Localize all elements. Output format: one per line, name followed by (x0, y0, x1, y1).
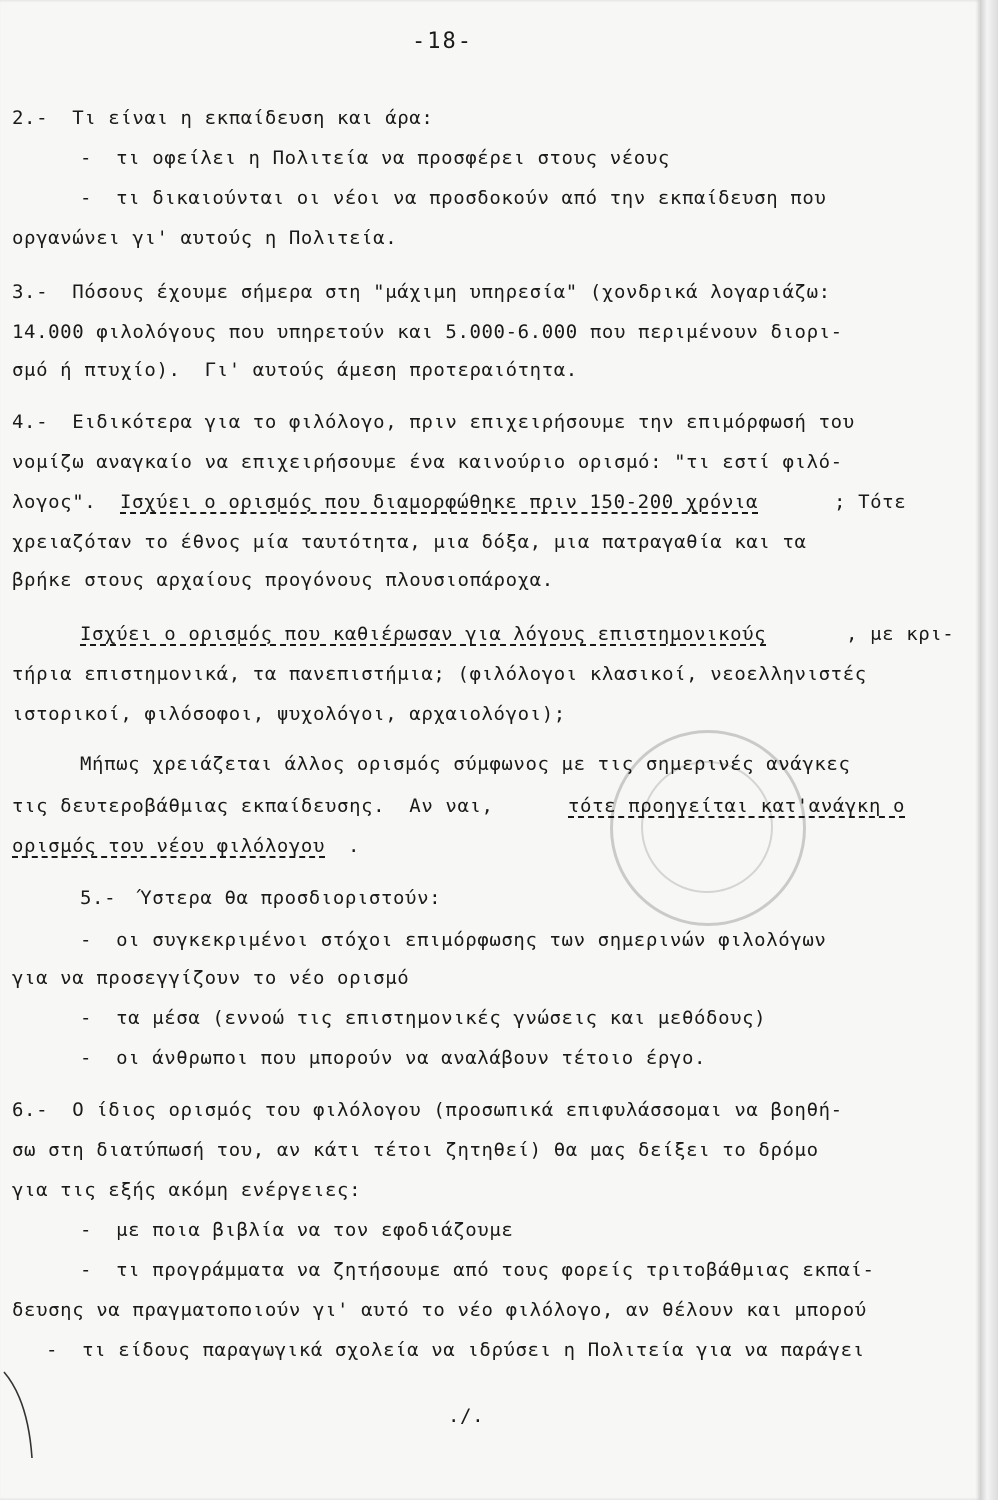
text-line: λογος". (12, 491, 97, 513)
text-line: - τα μέσα (εννοώ τις επιστημονικές γνώσεις και μεθόδους) (80, 1007, 767, 1029)
text-line: Ισχύει ο ορισμός που διαμορφώθηκε πριν 150-200 χρόνια (120, 491, 759, 513)
text-line: - τι δικαιούνται οι νέοι να προσδοκούν από την εκπαίδευση που (80, 187, 827, 209)
text-line: - οι συγκεκριμένοι στόχοι επιμόρφωσης των σημερινών φιλολόγων (80, 929, 827, 951)
text-line: 14.000 φιλολόγους που υπηρετούν και 5.000-6.000 που περιμένουν διορι- (12, 321, 843, 343)
text-line: 4.- Ειδικότερα για το φιλόλογο, πριν επιχειρήσουμε την επιμόρφωσή του (12, 411, 855, 433)
page-number: -18- (412, 29, 473, 54)
text-line: 6.- Ο ίδιος ορισμός του φιλόλογου (προσωπικά επιφυλάσσομαι να βοηθή- (12, 1099, 843, 1121)
text-line: ; Τότε (834, 491, 907, 513)
text-line: ιστορικοί, φιλόσοφοι, ψυχολόγοι, αρχαιολόγοι); (12, 703, 566, 725)
text-line: οργανώνει γι' αυτούς η Πολιτεία. (12, 227, 398, 249)
text-line: Ισχύει ο ορισμός που καθιέρωσαν για λόγους επιστημονικούς (80, 623, 767, 645)
text-line: χρειαζόταν το έθνος μία ταυτότητα, μια δόξα, μια πατραγαθία και τα (12, 531, 807, 553)
text-line: - οι άνθρωποι που μπορούν να αναλάβουν τέτοιο έργο. (80, 1047, 707, 1069)
text-line: ορισμός του νέου φιλόλογου (12, 835, 326, 857)
text-line: τήρια επιστημονικά, τα πανεπιστήμια; (φιλόλογοι κλασικοί, νεοελληνιστές (12, 663, 867, 685)
text-line: δευσης να πραγματοποιούν γι' αυτό το νέο φιλόλογο, αν θέλουν και μπορού (12, 1299, 867, 1321)
official-stamp (610, 730, 806, 926)
text-line: 5.- Ύστερα θα προσδιοριστούν: (80, 887, 442, 909)
text-line: , με κρι- (846, 623, 955, 645)
text-line: Μήπως χρειάζεται άλλος ορισμός σύμφωνος με τις σημερινές ανάγκες (80, 753, 851, 775)
margin-mark (2, 1370, 42, 1460)
text-line: - τι προγράμματα να ζητήσουμε από τους φορείς τριτοβάθμιας εκπαί- (80, 1259, 875, 1281)
text-line: . (348, 835, 361, 857)
text-line: σμό ή πτυχίο). Γι' αυτούς άμεση προτεραιότητα. (12, 359, 578, 381)
text-line: ./. (448, 1405, 485, 1427)
text-line: τις δευτεροβάθμιας εκπαίδευσης. Αν ναι, (12, 795, 494, 817)
text-line: τότε προηγείται κατ'ανάγκη ο (568, 795, 906, 817)
text-line: βρήκε στους αρχαίους προγόνους πλουσιοπάροχα. (12, 569, 554, 591)
text-line: νομίζω αναγκαίο να επιχειρήσουμε ένα καινούριο ορισμό: "τι εστί φιλό- (12, 451, 843, 473)
text-line: σω στη διατύπωσή του, αν κάτι τέτοι ζητηθεί) θα μας δείξει το δρόμο (12, 1139, 819, 1161)
text-line: - τι οφείλει η Πολιτεία να προσφέρει στους νέους (80, 147, 670, 169)
text-line: 2.- Τι είναι η εκπαίδευση και άρα: (12, 107, 434, 129)
text-line: - τι είδους παραγωγικά σχολεία να ιδρύσει η Πολιτεία για να παράγει (46, 1339, 865, 1361)
page-edge (980, 0, 998, 1500)
text-line: για να προσεγγίζουν το νέο ορισμό (12, 967, 410, 989)
text-line: για τις εξής ακόμη ενέργειες: (12, 1179, 362, 1201)
text-line: 3.- Πόσους έχουμε σήμερα στη "μάχιμη υπηρεσία" (χονδρικά λογαριάζω: (12, 281, 831, 303)
text-line: - με ποια βιβλία να τον εφοδιάζουμε (80, 1219, 514, 1241)
